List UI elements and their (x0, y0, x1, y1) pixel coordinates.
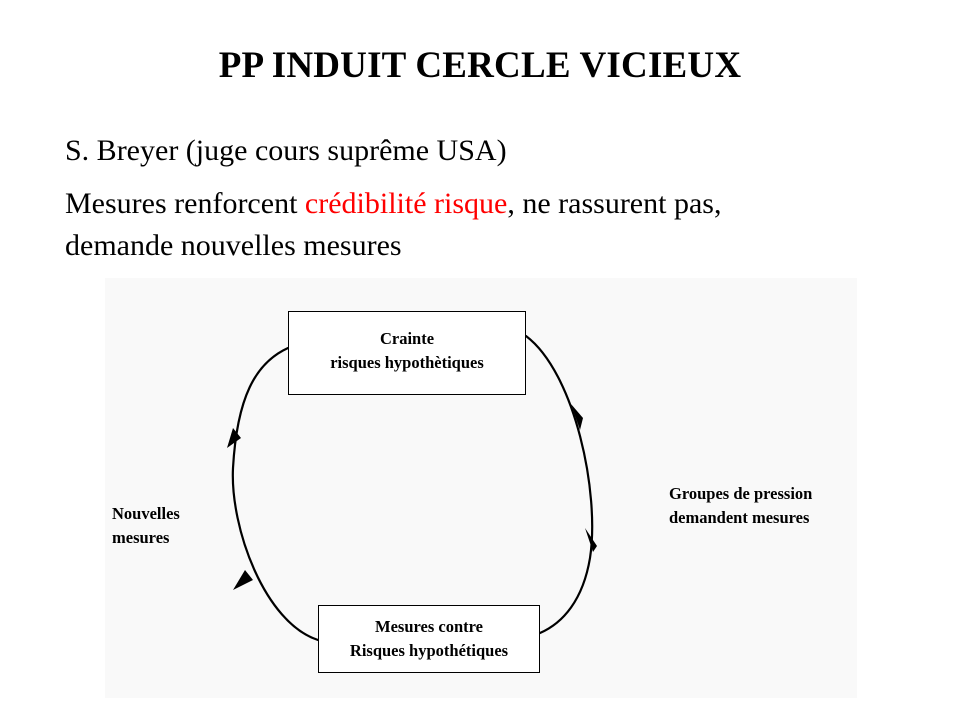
new-measures-line2: mesures (112, 528, 170, 547)
statement-text-end: , ne rassurent pas, (507, 187, 722, 220)
vicious-circle-diagram (105, 278, 857, 698)
highlighted-phrase: crédibilité risque (304, 187, 508, 220)
slide-title: PP INDUIT CERCLE VICIEUX (218, 45, 742, 86)
fear-box-line1: Crainte (379, 329, 435, 348)
new-measures-label (112, 502, 180, 550)
measures-box-line2: Risques hypothétiques (349, 641, 509, 660)
measures-box-line1: Mesures contre (375, 617, 483, 636)
fear-box-line2: risques hypothètiques (330, 353, 484, 372)
statement-line-continued: demande nouvelles mesures (65, 229, 402, 262)
arrowhead-left-lower-icon (233, 570, 253, 590)
new-measures-line1: Nouvelles (112, 504, 180, 523)
pressure-groups-line1: Groupes de pression (669, 484, 813, 503)
measures-box (318, 605, 540, 673)
statement-text-start: Mesures renforcent (65, 187, 305, 220)
pressure-groups-line2: demandent mesures (669, 508, 810, 527)
pressure-groups-label (669, 482, 812, 530)
source-line: S. Breyer (juge cours suprême USA) (65, 134, 507, 167)
fear-box (288, 311, 526, 395)
statement-line (65, 186, 721, 222)
arc-top-to-bottom (526, 336, 592, 633)
